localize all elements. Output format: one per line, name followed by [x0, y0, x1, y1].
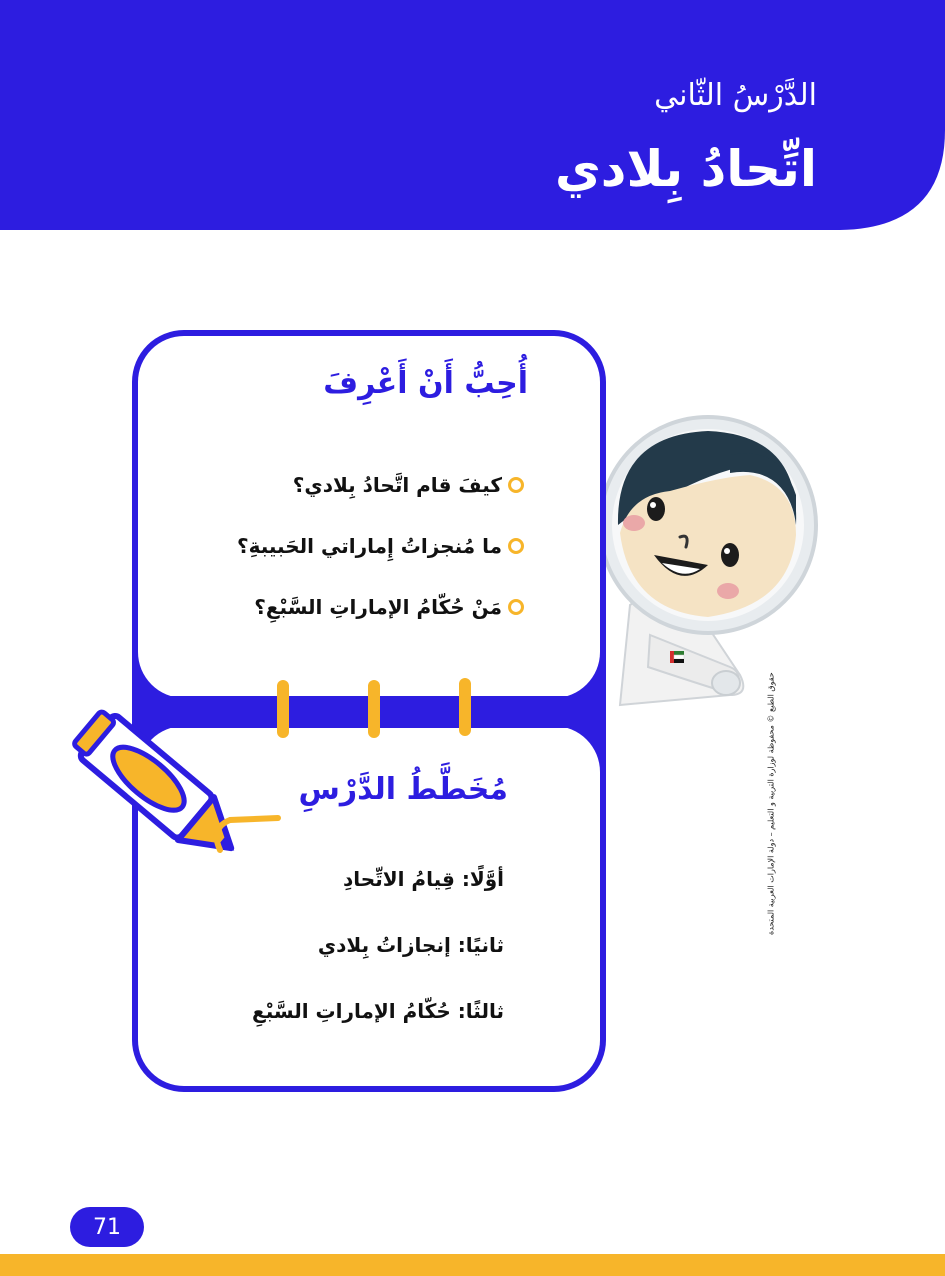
header-banner — [0, 0, 945, 240]
plan-item: أوَّلًا: قِيامُ الاتِّحادِ — [343, 867, 504, 891]
question-item — [237, 576, 524, 637]
question-text: كيفَ قام اتَّحادُ بِلادي؟ — [292, 472, 502, 497]
crayon-illustration — [60, 700, 290, 870]
plan-heading: مُخَطَّطُ الدَّرْسِ — [298, 772, 508, 807]
question-text: مَنْ حُكّامُ الإماراتِ السَّبْعِ؟ — [254, 594, 502, 619]
plan-item: ثالثًا: حُكّامُ الإماراتِ السَّبْعِ — [252, 999, 504, 1023]
question-item — [237, 454, 524, 515]
question-item — [237, 515, 524, 576]
know-heading: أُحِبُّ أَنْ أَعْرِفَ — [323, 366, 528, 401]
question-list — [237, 454, 524, 637]
astronaut-illustration — [590, 405, 830, 725]
footer-bar — [0, 1254, 945, 1276]
uae-flag-icon — [670, 651, 684, 663]
know-card — [138, 336, 598, 694]
bullet-icon — [508, 599, 524, 615]
copyright-note: حقوق الطبع © محفوظة لوزارة التربية و التعليم – دولة الإمارات العربية المتحدة — [766, 672, 776, 935]
lesson-number: الدَّرْسُ الثّاني — [654, 78, 817, 113]
page-number: 71 — [70, 1207, 144, 1247]
plan-list — [252, 846, 504, 1044]
bullet-icon — [508, 477, 524, 493]
plan-item: ثانيًا: إنجازاتُ بِلادي — [317, 933, 504, 957]
bullet-icon — [508, 538, 524, 554]
lesson-title: اتِّحادُ بِلادي — [554, 140, 817, 198]
question-text: ما مُنجزاتُ إِماراتي الحَبيبةِ؟ — [237, 533, 502, 558]
